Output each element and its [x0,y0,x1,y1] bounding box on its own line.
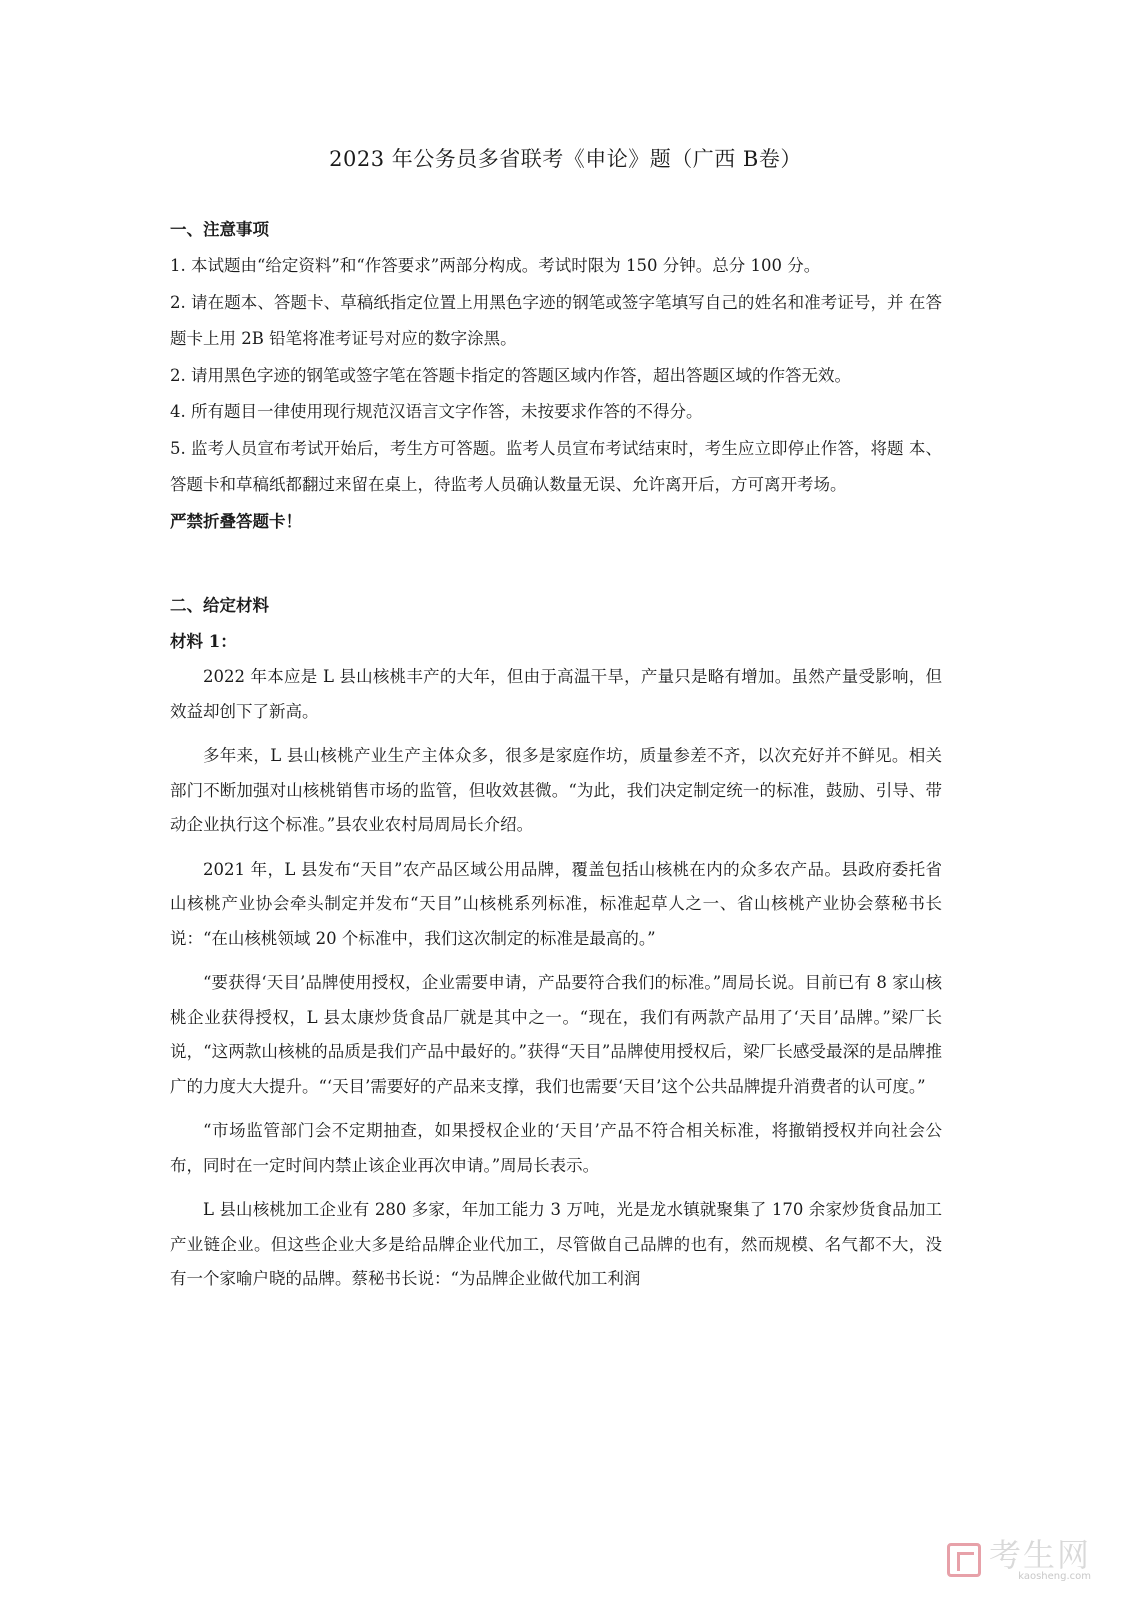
watermark-text [989,1538,1091,1582]
watermark-logo-icon [947,1543,981,1577]
material-paragraph: 2021 年，L 县发布“天目”农产品区域公用品牌，覆盖包括山核桃在内的众多农产品。县政府委托省山核桃产业协会牵头制定并发布“天目”山核桃系列标准，标准起草人之一、省山核桃产业协会蔡秘书长说：“在山核桃领域 20 个标准中，我们这次制定的标准是最高的。” [170,859,942,948]
notice-heading: 一、注意事项 [170,220,269,239]
material-label: 材料 1： [170,632,237,651]
notice-item: 1. 本试题由“给定资料”和“作答要求”两部分构成。考试时限为 150 分钟。总分 100 分。 [170,256,821,275]
material-paragraph: L 县山核桃加工企业有 280 多家，年加工能力 3 万吨，光是龙水镇就聚集了 170 余家炒货食品加工产业链企业。但这些企业大多是给品牌企业代加工，尽管做自己品牌的也有，然而规模、名气都不大，没有一个家喻户晓的品牌。蔡秘书长说：“为品牌企业做代加工利润 [170,1200,942,1288]
notice-item: 2. 请用黑色字迹的钢笔或签字笔在答题卡指定的答题区域内作答，超出答题区域的作答无效。 [170,365,851,385]
materials-section [170,588,942,1297]
notice-item: 5. 监考人员宣布考试开始后，考生方可答题。监考人员宣布考试结束时，考生应立即停止作答，将题 本、答题卡和草稿纸都翻过来留在桌上，待监考人员确认数量无误、允许离开后，方可离开考场。 [170,438,942,494]
material-paragraph: 多年来，L 县山核桃产业生产主体众多，很多是家庭作坊，质量参差不齐，以次充好并不鲜见。相关部门不断加强对山核桃销售市场的监管，但收效甚微。“为此，我们决定制定统一的标准，鼓励、引导、带动企业执行这个标准。”县农业农村局周局长介绍。 [170,746,942,834]
page-title: 2023 年公务员多省联考《申论》题（广西 B卷） [329,147,802,171]
material-paragraph: 2022 年本应是 L 县山核桃丰产的大年，但由于高温干旱，产量只是略有增加。虽然产量受影响，但效益却创下了新高。 [170,667,942,721]
materials-heading: 二、给定材料 [170,596,269,615]
notice-section [170,212,942,540]
material-paragraph: “市场监管部门会不定期抽查，如果授权企业的‘天目’产品不符合相关标准，将撤销授权并向社会公布，同时在一定时间内禁止该企业再次申请。”周局长表示。 [170,1121,942,1175]
watermark-name: 考生网 [988,1536,1091,1574]
material-paragraph: “要获得‘天目’品牌使用授权，企业需要申请，产品要符合我们的标准。”周局长说。目前已有 8 家山核桃企业获得授权，L 县太康炒货食品厂就是其中之一。“现在，我们有两款产品用了‘天目’品牌。”梁厂长说，“这两款山核桃的品质是我们产品中最好的。”获得“天目”品牌使用授权后，梁厂长感受最深的是品牌推广的力度大大提升。“‘天目’需要好的产品来支撑，我们也需要‘天目’这个公共品牌提升消费者的认可度。” [170,973,942,1096]
document-content [170,212,942,1307]
watermark-url: kaosheng.com [1018,1571,1091,1582]
notice-item: 2. 请在题本、答题卡、草稿纸指定位置上用黑色字迹的钢笔或签字笔填写自己的姓名和准考证号，并 在答题卡上用 2B 铅笔将准考证号对应的数字涂黑。 [170,292,942,348]
warning-text: 严禁折叠答题卡！ [170,511,302,531]
watermark [947,1538,1091,1582]
notice-item: 4. 所有题目一律使用现行规范汉语言文字作答，未按要求作答的不得分。 [170,402,703,421]
